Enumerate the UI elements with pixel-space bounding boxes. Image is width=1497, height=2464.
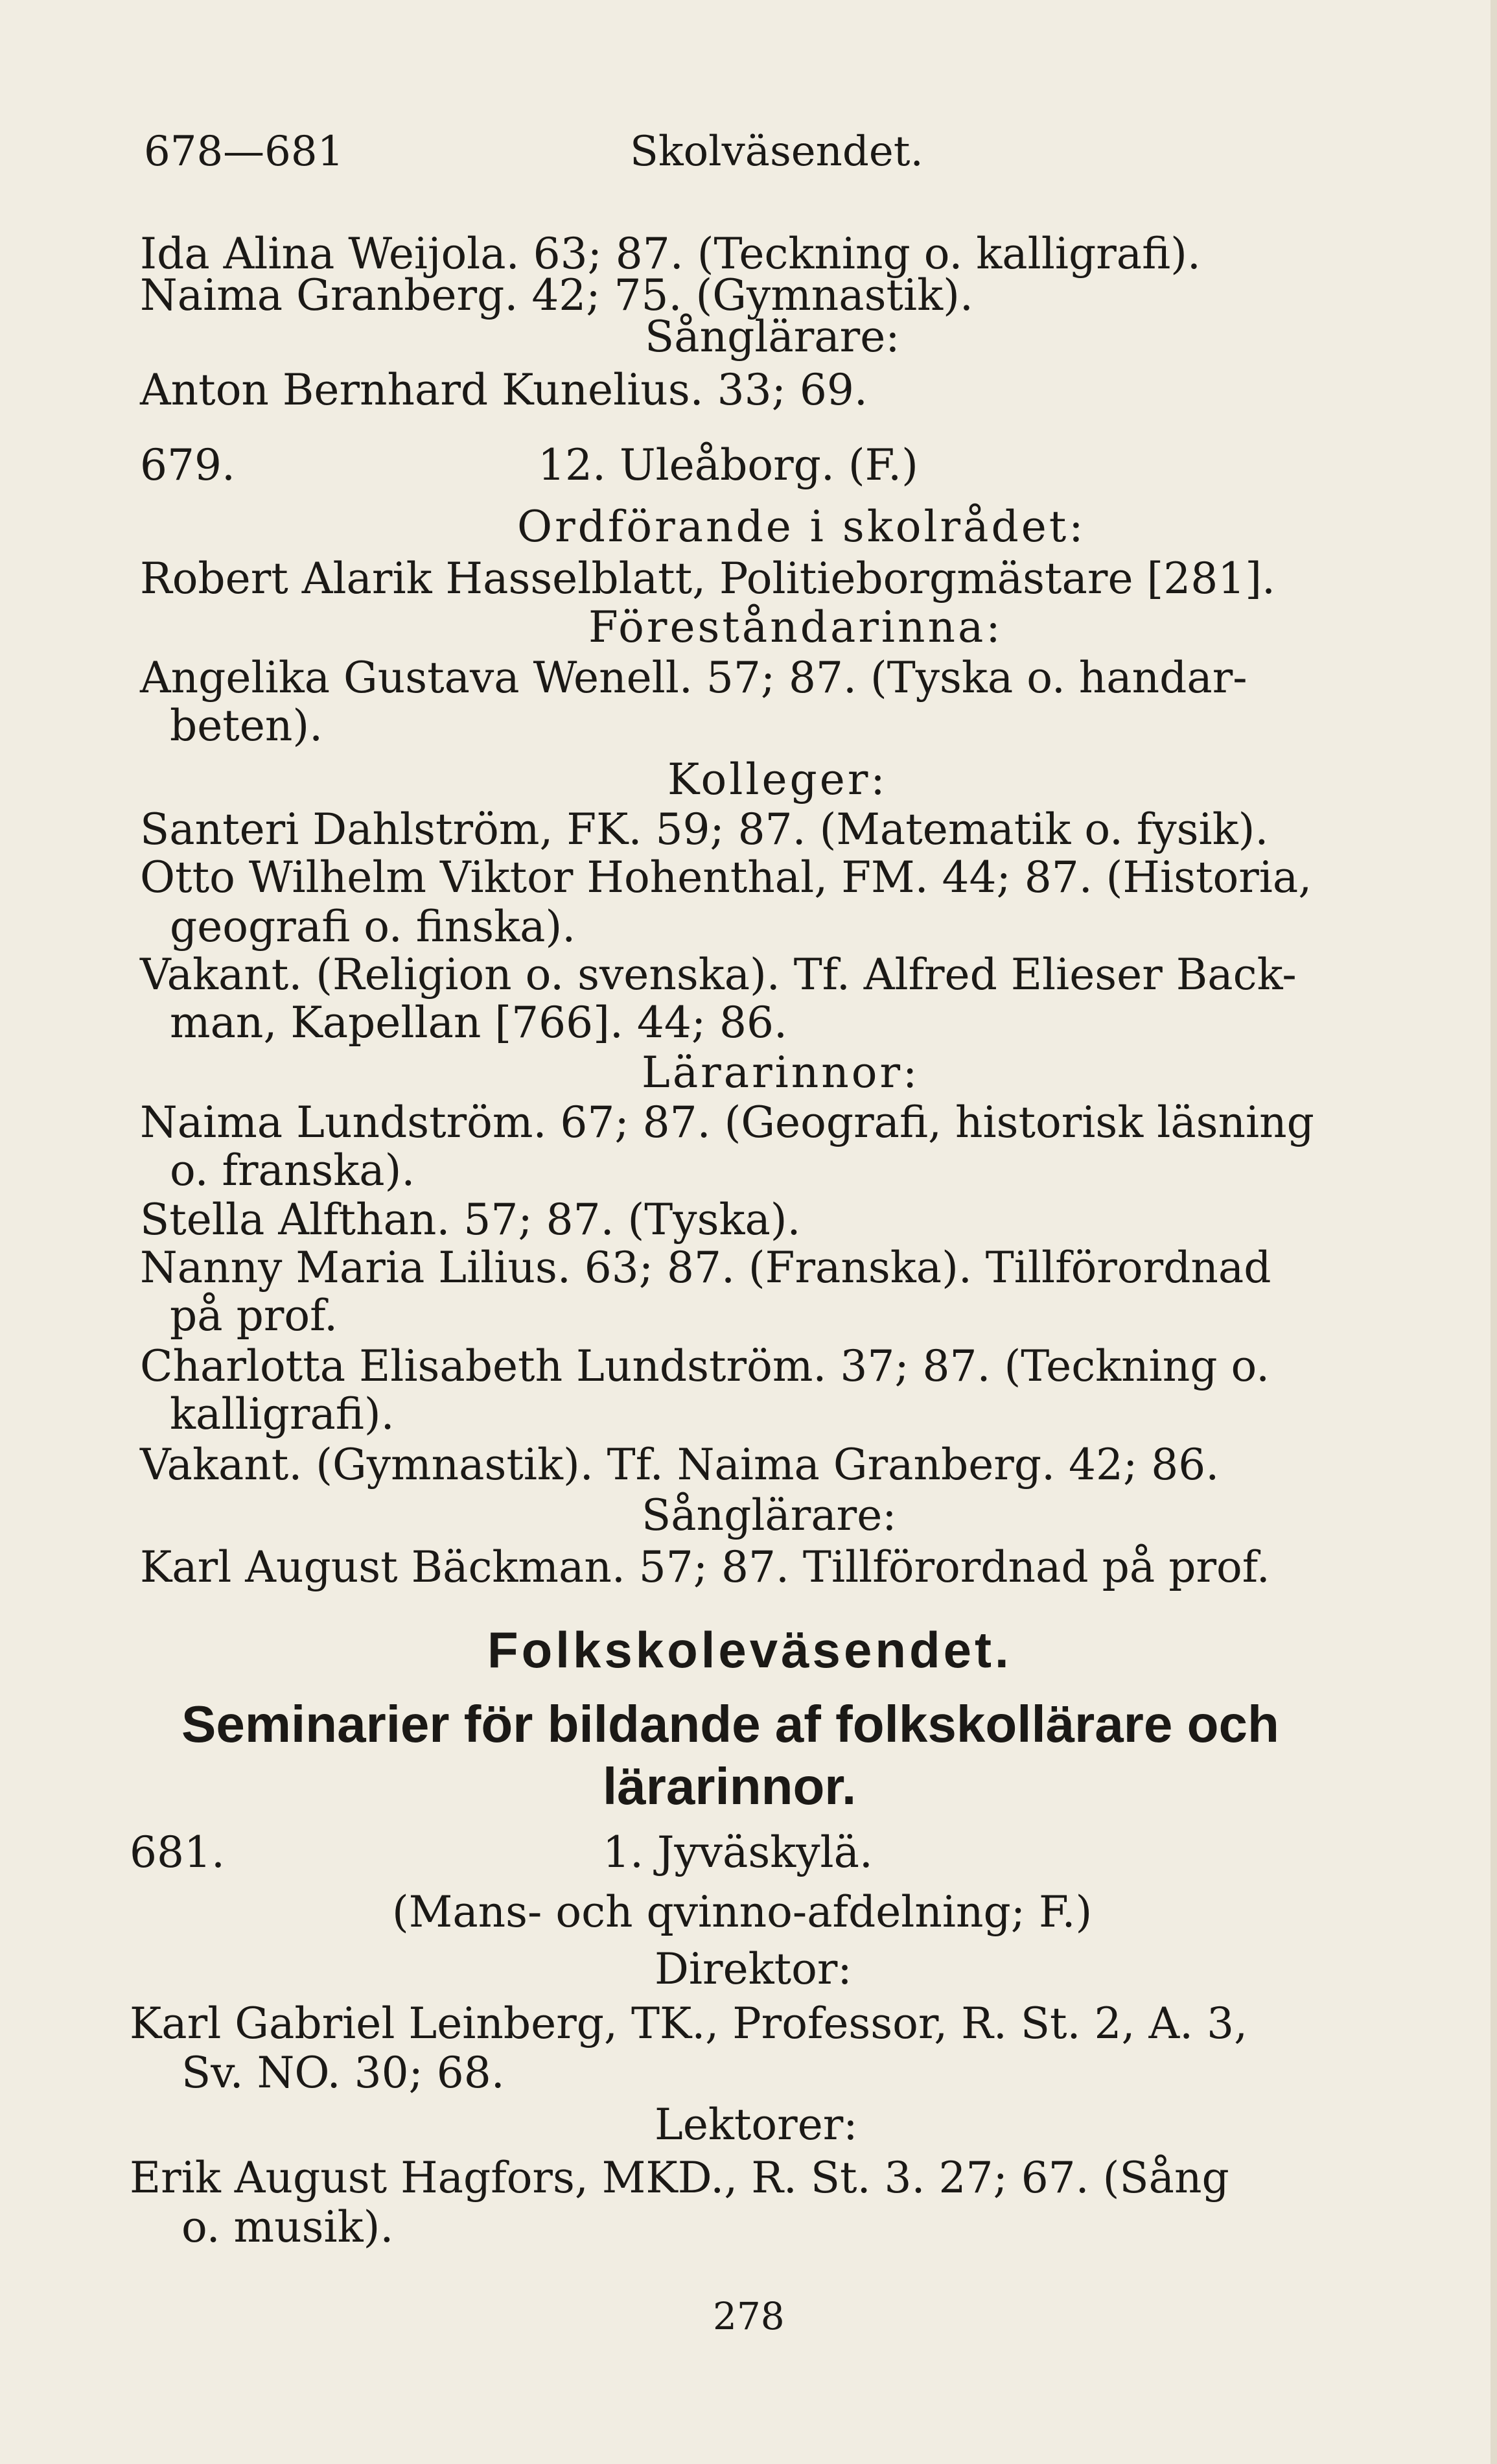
section-label: Lärarinnor: [642, 1048, 920, 1097]
entry-line: Otto Wilhelm Viktor Hohenthal, FM. 44; 87. (Historia, [140, 852, 1312, 902]
subsection-heading: lärarinnor. [603, 1757, 857, 1815]
entry-line: Erik August Hagfors, MKD., R. St. 3. 27; 67. (Sång [130, 2153, 1229, 2203]
section-label: Ordförande i skolrådet: [517, 502, 1086, 552]
section-label: Lektorer: [655, 2100, 858, 2150]
entry-line: Karl Gabriel Leinberg, TK., Professor, R. St. 2, A. 3, [130, 1999, 1248, 2048]
section-label: Föreståndarinna: [588, 602, 1003, 652]
section-label: Sånglärare: [645, 312, 900, 362]
entry-line: på prof. [170, 1291, 338, 1341]
entry-line: Stella Alfthan. 57; 87. (Tyska). [140, 1195, 801, 1245]
header-title: Skolväsendet. [630, 128, 923, 176]
section-heading: Folkskoleväsendet. [487, 1621, 1012, 1678]
entry-line: Anton Bernhard Kunelius. 33; 69. [140, 365, 868, 415]
entry-line: Vakant. (Gymnastik). Tf. Naima Granberg. 42; 86. [140, 1440, 1220, 1490]
entry-number: 679. [140, 440, 235, 490]
entry-line: Santeri Dahlström, FK. 59; 87. (Matematik o. fysik). [140, 804, 1269, 854]
entry-line: Vakant. (Religion o. svenska). Tf. Alfred Elieser Back- [140, 950, 1297, 1000]
section-label: Direktor: [655, 1944, 852, 1994]
page-number: 278 [713, 2294, 785, 2338]
school-heading: 12. Uleåborg. (F.) [538, 440, 918, 490]
entry-line: Karl August Bäckman. 57; 87. Tillförordnad på prof. [140, 1542, 1270, 1592]
section-label: Kolleger: [667, 755, 888, 804]
subsection-heading: Seminarier för bildande af folkskollärare och [181, 1695, 1279, 1753]
entry-line: Sv. NO. 30; 68. [181, 2048, 505, 2098]
page-edge [1491, 0, 1497, 2464]
entry-line: kalligrafi). [170, 1389, 395, 1439]
entry-line: (Mans- och qvinno-afdelning; F.) [392, 1887, 1093, 1937]
entry-line: o. franska). [170, 1145, 415, 1195]
header-page-range: 678—681 [144, 128, 344, 176]
entry-line: Charlotta Elisabeth Lundström. 37; 87. (Teckning o. [140, 1341, 1270, 1391]
entry-line: Nanny Maria Lilius. 63; 87. (Franska). Tillförordnad [140, 1243, 1271, 1293]
entry-line: man, Kapellan [766]. 44; 86. [170, 998, 788, 1048]
entry-line: Naima Lundström. 67; 87. (Geografi, historisk läsning [140, 1097, 1314, 1147]
school-heading: 1. Jyväskylä. [603, 1827, 873, 1877]
section-label: Sånglärare: [642, 1490, 897, 1540]
entry-line: geografi o. finska). [170, 902, 576, 952]
entry-line: Robert Alarik Hasselblatt, Politieborgmästare [281]. [140, 554, 1275, 604]
entry-line: beten). [170, 701, 323, 751]
entry-line: Angelika Gustava Wenell. 57; 87. (Tyska o. handar- [140, 653, 1248, 703]
entry-number: 681. [130, 1827, 225, 1877]
entry-line: Ida Alina Weijola. 63; 87. (Teckning o. kalligrafi). [140, 229, 1201, 279]
entry-line: o. musik). [181, 2202, 394, 2252]
entry-line: Naima Granberg. 42; 75. (Gymnastik). [140, 270, 973, 320]
